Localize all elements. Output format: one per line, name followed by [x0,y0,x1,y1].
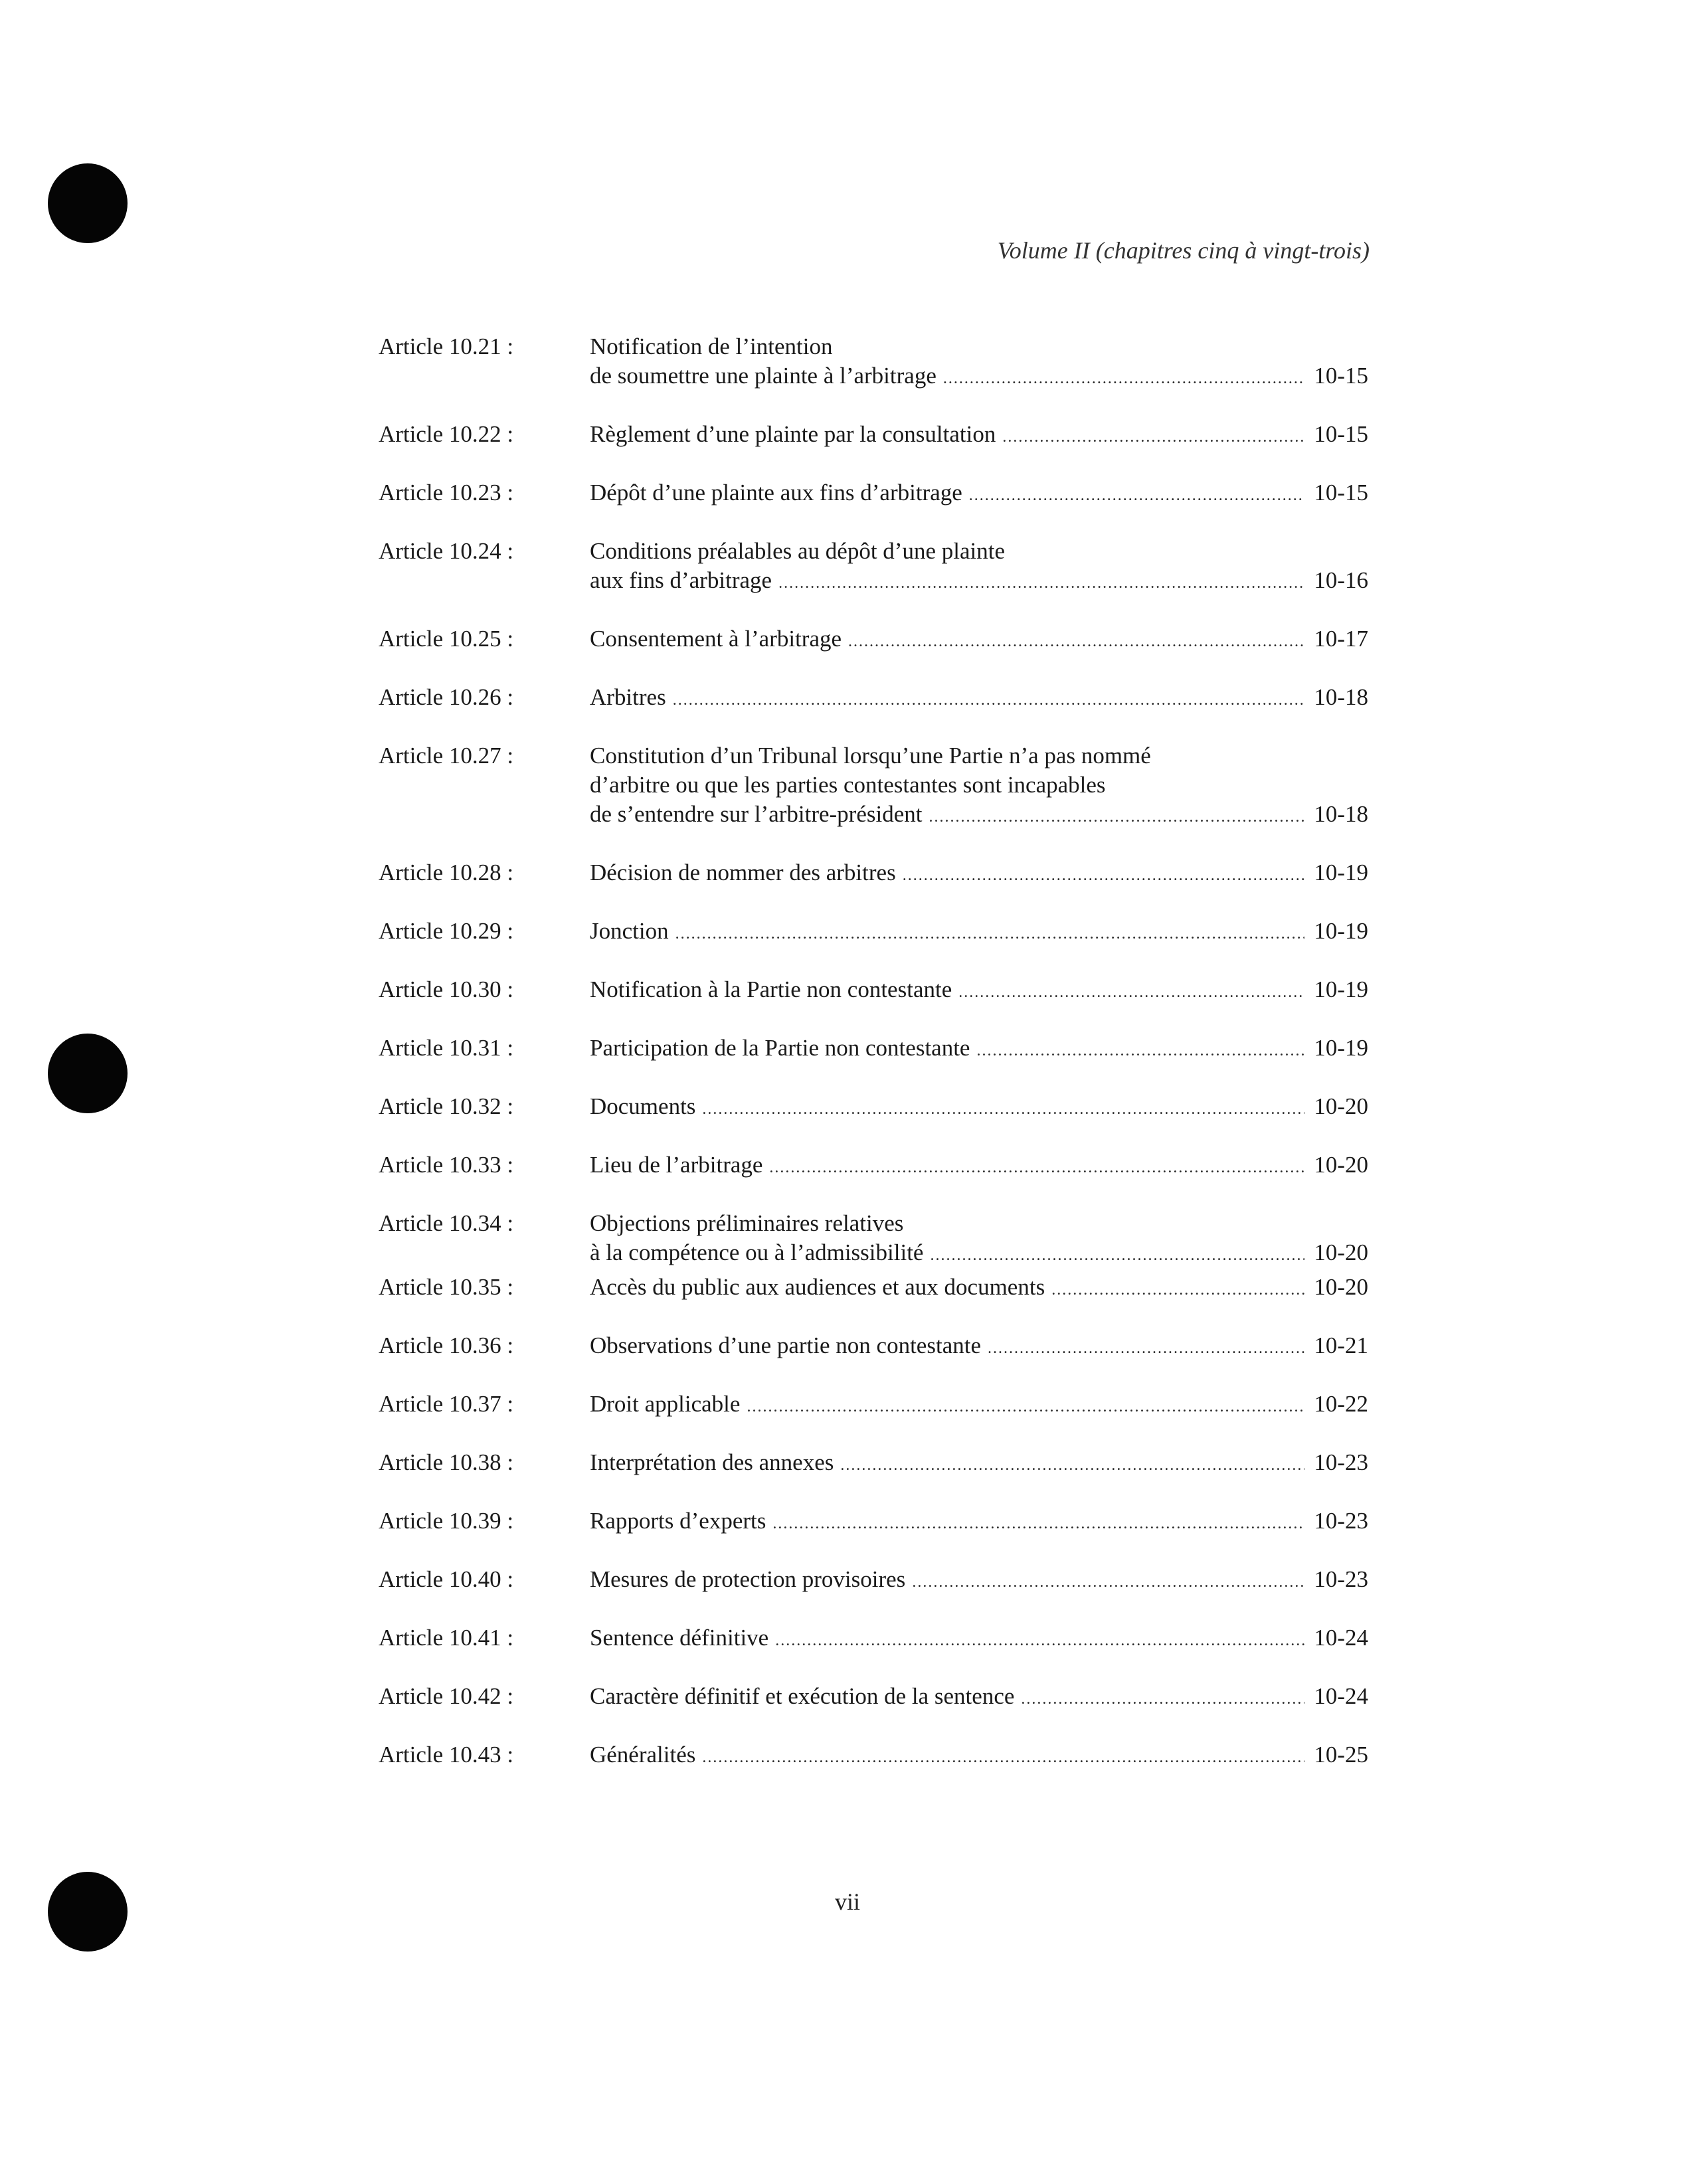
toc-entry [379,478,1368,510]
toc-entry-body [590,1506,1368,1538]
toc-entry-body [590,1448,1368,1480]
toc-entry-body [590,420,1368,452]
toc-page-number: 10-19 [1314,976,1368,1002]
dot-leader [1051,1275,1304,1305]
toc-article-number: Article 10.41 : [379,1625,514,1651]
toc-page-number: 10-20 [1314,1093,1368,1119]
toc-page-number: 10-19 [1314,1035,1368,1061]
toc-article-number: Article 10.25 : [379,626,514,652]
toc-entry [379,1034,1368,1065]
toc-title: Mesures de protection provisoires [590,1566,906,1592]
toc-page-number: 10-21 [1314,1332,1368,1358]
toc-title: Observations d’une partie non contestante [590,1332,981,1358]
toc-title: Dépôt d’une plainte aux fins d’arbitrage [590,480,962,505]
toc-article-number: Article 10.36 : [379,1332,514,1358]
toc-entry [379,917,1368,949]
toc-entry [379,858,1368,890]
toc-title: Participation de la Partie non contestante [590,1035,970,1061]
toc-entry-body [590,1209,1368,1270]
toc-article-number: Article 10.35 : [379,1274,514,1300]
toc-entry-body [590,1034,1368,1065]
dot-leader [1021,1684,1304,1714]
toc-page-number: 10-23 [1314,1449,1368,1475]
punch-hole [48,163,128,243]
toc-article-number: Article 10.37 : [379,1391,514,1417]
toc-title-row [590,1565,1368,1597]
toc-title-row [590,624,1368,656]
toc-article-number: Article 10.29 : [379,918,514,944]
dot-leader [775,1626,1304,1655]
toc-title: Arbitres [590,684,666,710]
toc-page-number: 10-22 [1314,1391,1368,1417]
toc-title-row [590,1273,1368,1305]
toc-article-number: Article 10.42 : [379,1683,514,1709]
toc-entry [379,741,1368,832]
toc-entry-body [590,478,1368,510]
toc-entry-body [590,537,1368,598]
toc-title: Documents [590,1093,696,1119]
toc-title-row [590,566,1368,598]
toc-page-number: 10-23 [1314,1566,1368,1592]
toc-entry [379,1565,1368,1597]
toc-title-row [590,1331,1368,1363]
toc-title: à la compétence ou à l’admissibilité [590,1239,924,1265]
toc-article-number: Article 10.31 : [379,1035,514,1061]
dot-leader [702,1095,1304,1124]
toc-title: Jonction [590,918,669,944]
toc-title-row [590,1150,1368,1182]
toc-entry-body [590,1273,1368,1305]
toc-title-row [590,361,1368,393]
toc-entry-body [590,624,1368,656]
dot-leader [747,1392,1304,1421]
toc-page-number: 10-15 [1314,421,1368,447]
toc-entry [379,1448,1368,1480]
toc-title-row [590,1238,1368,1270]
toc-article-number: Article 10.32 : [379,1093,514,1119]
toc-page-number: 10-18 [1314,684,1368,710]
toc-title-row [590,1034,1368,1065]
table-of-contents [379,332,1368,1799]
dot-leader [969,481,1305,510]
toc-title-row [590,1623,1368,1655]
toc-entry [379,537,1368,598]
toc-entry-body [590,1390,1368,1421]
toc-title-row [590,1682,1368,1714]
dot-leader [702,1743,1304,1772]
toc-page-number: 10-18 [1314,801,1368,827]
toc-page-number: 10-15 [1314,480,1368,505]
toc-title-row [590,1390,1368,1421]
toc-entry [379,1506,1368,1538]
dot-leader [912,1568,1304,1597]
toc-page-number: 10-15 [1314,363,1368,389]
toc-entry [379,1623,1368,1655]
toc-title-line: Constitution d’un Tribunal lorsqu’une Partie n’a pas nommé [590,743,1151,769]
toc-article-number: Article 10.24 : [379,538,514,564]
toc-title-line: Objections préliminaires relatives [590,1210,904,1236]
toc-page-number: 10-20 [1314,1152,1368,1178]
toc-entry [379,420,1368,452]
toc-article-number: Article 10.39 : [379,1508,514,1534]
toc-title-line: Notification de l’intention [590,333,833,359]
toc-entry-body [590,1565,1368,1597]
toc-entry [379,624,1368,656]
toc-page-number: 10-19 [1314,860,1368,885]
dot-leader [673,685,1305,715]
toc-entry [379,1331,1368,1363]
toc-page-number: 10-19 [1314,918,1368,944]
running-header: Volume II (chapitres cinq à vingt-trois) [997,237,1370,264]
toc-page-number: 10-23 [1314,1508,1368,1534]
toc-entry [379,975,1368,1007]
dot-leader [1002,422,1304,452]
toc-entry [379,1092,1368,1124]
toc-title-line: d’arbitre ou que les parties contestantes sont incapables [590,772,1106,798]
toc-title-line: Conditions préalables au dépôt d’une plainte [590,538,1005,564]
toc-title-row [590,917,1368,949]
toc-entry [379,1209,1368,1270]
toc-entry-body [590,1092,1368,1124]
punch-hole [48,1034,128,1113]
toc-article-number: Article 10.28 : [379,860,514,885]
toc-article-number: Article 10.38 : [379,1449,514,1475]
toc-entry [379,1150,1368,1182]
toc-title: Accès du public aux audiences et aux documents [590,1274,1045,1300]
toc-entry-body [590,917,1368,949]
toc-title: Sentence définitive [590,1625,769,1651]
dot-leader [772,1509,1304,1538]
page-number: vii [834,1888,860,1915]
toc-title: aux fins d’arbitrage [590,567,772,593]
toc-entry-body [590,975,1368,1007]
toc-entry [379,1273,1368,1305]
dot-leader [976,1036,1304,1065]
toc-title: Consentement à l’arbitrage [590,626,842,652]
toc-entry-body [590,683,1368,715]
toc-title-row [590,1448,1368,1480]
toc-article-number: Article 10.22 : [379,421,514,447]
toc-title-row [590,858,1368,890]
toc-title-row [590,420,1368,452]
toc-entry-body [590,858,1368,890]
toc-article-number: Article 10.26 : [379,684,514,710]
toc-article-number: Article 10.40 : [379,1566,514,1592]
toc-entry [379,332,1368,393]
toc-title-row [590,800,1368,832]
toc-entry [379,1740,1368,1772]
toc-page-number: 10-20 [1314,1239,1368,1265]
toc-title-row [590,1092,1368,1124]
toc-article-number: Article 10.27 : [379,743,514,769]
toc-entry [379,1390,1368,1421]
dot-leader [988,1334,1304,1363]
toc-title: de s’entendre sur l’arbitre-président [590,801,923,827]
toc-article-number: Article 10.23 : [379,480,514,505]
toc-entry [379,1682,1368,1714]
toc-page-number: 10-24 [1314,1625,1368,1651]
toc-title: Rapports d’experts [590,1508,766,1534]
toc-title: Décision de nommer des arbitres [590,860,896,885]
dot-leader [778,569,1304,598]
toc-page-number: 10-16 [1314,567,1368,593]
toc-page-number: 10-24 [1314,1683,1368,1709]
toc-title-row [590,975,1368,1007]
toc-entry-body [590,1682,1368,1714]
toc-title: Lieu de l’arbitrage [590,1152,763,1178]
toc-entry-body [590,741,1368,832]
toc-article-number: Article 10.34 : [379,1210,514,1236]
toc-entry-body [590,332,1368,393]
dot-leader [943,364,1304,393]
toc-title: Règlement d’une plainte par la consultation [590,421,996,447]
dot-leader [675,919,1305,949]
toc-entry-body [590,1150,1368,1182]
toc-page-number: 10-20 [1314,1274,1368,1300]
toc-title: Notification à la Partie non contestante [590,976,952,1002]
toc-entry-body [590,1740,1368,1772]
toc-page-number: 10-25 [1314,1742,1368,1768]
toc-title-row [590,1506,1368,1538]
toc-article-number: Article 10.30 : [379,976,514,1002]
dot-leader [840,1451,1304,1480]
toc-title: Caractère définitif et exécution de la sentence [590,1683,1015,1709]
toc-title: Généralités [590,1742,696,1768]
dot-leader [958,978,1304,1007]
toc-title: de soumettre une plainte à l’arbitrage [590,363,937,389]
dot-leader [929,802,1304,832]
toc-article-number: Article 10.33 : [379,1152,514,1178]
dot-leader [930,1241,1304,1270]
dot-leader [903,861,1305,890]
toc-title-row [590,683,1368,715]
toc-article-number: Article 10.21 : [379,333,514,359]
toc-title: Interprétation des annexes [590,1449,834,1475]
toc-entry-body [590,1331,1368,1363]
toc-title-row [590,478,1368,510]
dot-leader [769,1153,1304,1182]
toc-page-number: 10-17 [1314,626,1368,652]
dot-leader [848,627,1304,656]
toc-title: Droit applicable [590,1391,741,1417]
toc-article-number: Article 10.43 : [379,1742,514,1768]
toc-title-row [590,1740,1368,1772]
toc-entry [379,683,1368,715]
toc-entry-body [590,1623,1368,1655]
